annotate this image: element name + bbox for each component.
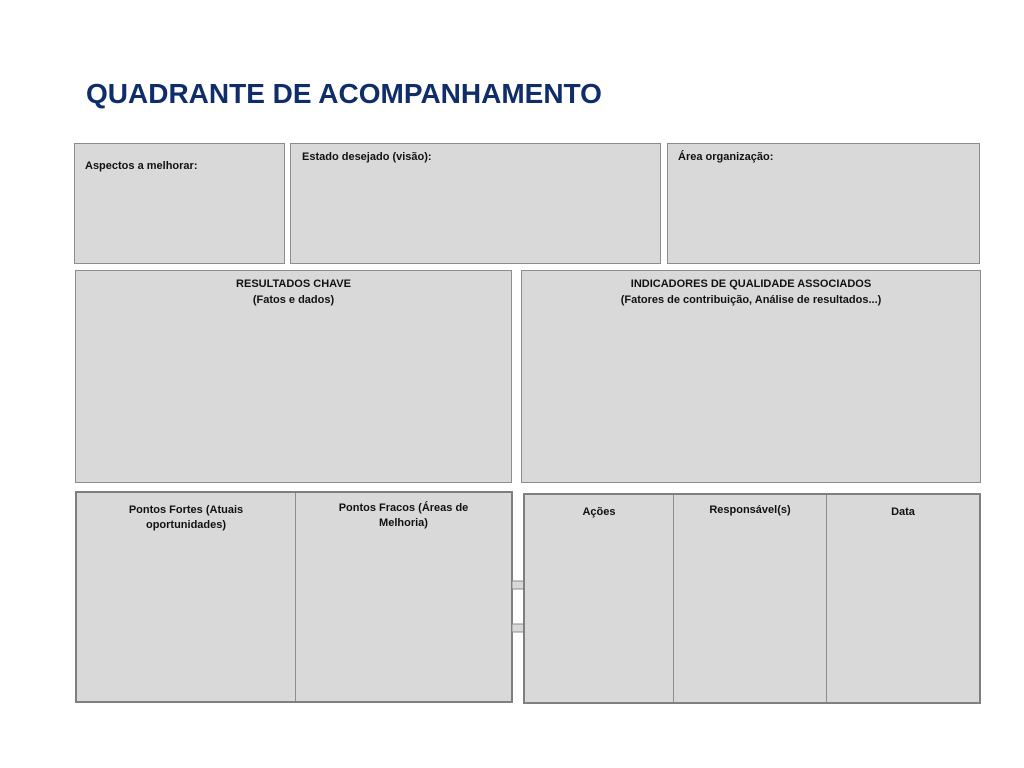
resultados-subtitle: (Fatos e dados) [252, 294, 335, 306]
indicadores-subtitle: (Fatores de contribuição, Análise de resultados...) [620, 294, 882, 306]
pontos-fortes-cell[interactable] [77, 493, 296, 701]
aspectos-box[interactable] [74, 143, 285, 264]
pontos-fracos-line1: Pontos Fracos (Áreas de [338, 502, 469, 514]
pontos-fracos-cell[interactable] [296, 493, 511, 701]
area-box[interactable] [667, 143, 980, 264]
aspectos-label: Aspectos a melhorar: [85, 160, 198, 172]
acoes-label: Ações [582, 506, 616, 518]
area-label: Área organização: [678, 151, 774, 163]
acoes-cell[interactable] [525, 495, 674, 702]
data-label: Data [891, 506, 915, 518]
pontos-fortes-line2: oportunidades) [145, 519, 227, 531]
resultados-box[interactable] [75, 270, 512, 483]
indicadores-box[interactable] [521, 270, 981, 483]
responsavel-label: Responsável(s) [709, 504, 791, 516]
estado-label: Estado desejado (visão): [302, 151, 432, 163]
resultados-title: RESULTADOS CHAVE [236, 278, 351, 290]
estado-box[interactable] [290, 143, 661, 264]
responsavel-cell[interactable] [674, 495, 827, 702]
acoes-group [523, 493, 981, 704]
data-cell[interactable] [827, 495, 979, 702]
page-title: QUADRANTE DE ACOMPANHAMENTO [86, 78, 602, 109]
pontos-group [75, 491, 513, 703]
indicadores-title: INDICADORES DE QUALIDADE ASSOCIADOS [630, 278, 872, 290]
pontos-fracos-line2: Melhoria) [379, 517, 428, 529]
pontos-fortes-line1: Pontos Fortes (Atuais [128, 504, 244, 516]
